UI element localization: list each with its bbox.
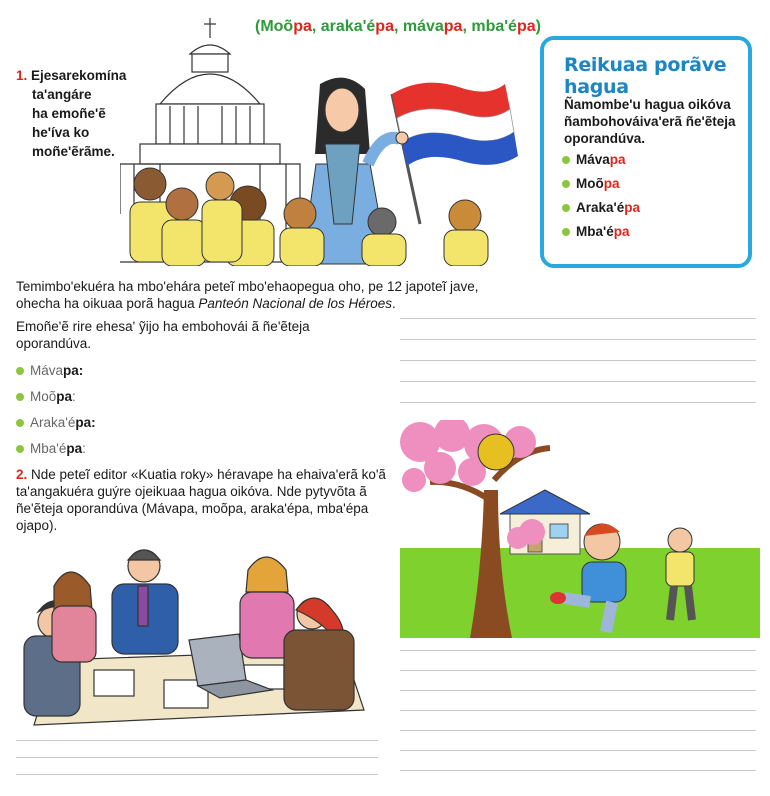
answer-line[interactable] [400, 360, 756, 361]
info-box [540, 36, 752, 268]
title-part: ) [535, 18, 541, 35]
item-base: Araka'é [576, 200, 625, 215]
answer-line[interactable] [400, 381, 756, 382]
answer-line[interactable] [400, 318, 756, 319]
item-suffix: pa [75, 415, 92, 430]
item-suffix: pa [613, 224, 630, 239]
paragraph-italic: Panteón Nacional de los Héroes [198, 296, 393, 311]
answer-line[interactable] [400, 670, 756, 671]
answer-list [16, 358, 96, 462]
bullet-icon [16, 445, 24, 453]
item-suffix: pa [624, 200, 641, 215]
question-1-line: moñe'ẽrãme. [32, 144, 115, 159]
bullet-icon [562, 228, 570, 236]
answer-line[interactable] [400, 402, 756, 403]
list-item [562, 220, 640, 244]
question-1-line: he'íva ko [32, 125, 90, 140]
list-item [16, 358, 96, 384]
answer-line[interactable] [400, 650, 756, 651]
title-part: pa [516, 18, 536, 35]
item-base: Moõ [30, 389, 57, 404]
item-base: Máva [576, 152, 610, 167]
answer-line[interactable] [16, 757, 378, 758]
title-part: pa [443, 18, 463, 35]
title-part: (Moõ [255, 18, 294, 35]
info-box-text: Ñamombe'u hagua oikóva ñambohováiva'erã ñe'ẽteja oporandúva. [564, 97, 736, 146]
title-part: , máva [393, 18, 444, 35]
park-illustration [400, 420, 760, 638]
item-suffix: pa [603, 176, 620, 191]
question-1-number: 1. [16, 68, 28, 83]
paragraph-end: . [392, 296, 396, 311]
bullet-icon [16, 367, 24, 375]
answer-line[interactable] [400, 750, 756, 751]
list-item [16, 384, 96, 410]
question-2 [16, 466, 396, 534]
question-2-number: 2. [16, 467, 28, 482]
item-colon: : [72, 389, 76, 404]
item-suffix: pa [56, 389, 73, 404]
question-1-line: ha emoñe'ẽ [32, 106, 106, 121]
answer-line[interactable] [400, 730, 756, 731]
item-base: Mba'é [576, 224, 614, 239]
item-suffix: pa [609, 152, 626, 167]
info-box-title: Reikuaa porãve hagua [564, 54, 727, 98]
question-1 [16, 66, 136, 161]
intro-paragraph [16, 278, 516, 312]
list-item [562, 172, 640, 196]
answer-line[interactable] [400, 690, 756, 691]
item-base: Mba'é [30, 441, 67, 456]
title-part: , araka'é [311, 18, 376, 35]
title-part: pa [375, 18, 394, 35]
question-1-line: ta'angáre [32, 87, 92, 102]
item-suffix: pa [66, 441, 83, 456]
paragraph-text: Temimbo'ekuéra ha mbo'ehára peteĩ mbo'ehaopegua oho, pe 12 japoteĩ jave, ohecha ha oikuaa porã hagua [16, 279, 479, 311]
answer-line[interactable] [16, 774, 378, 775]
answer-line[interactable] [400, 710, 756, 711]
list-item [562, 196, 640, 220]
answer-line[interactable] [400, 339, 756, 340]
list-item [562, 148, 640, 172]
question-2-text: Nde peteĩ editor «Kuatia roky» héravape ha ehaiva'erã ko'ã ta'angakuéra guýre ojeikuaa hagua oikóva. Nde pytyvõta ã ñe'ẽteja oporandúva (Mávapa, moõpa, araka'épa, mba'épa ojapo). [16, 467, 386, 533]
item-colon: : [91, 415, 96, 430]
bullet-icon [562, 180, 570, 188]
answer-line[interactable] [400, 770, 756, 771]
pantheon-illustration [120, 14, 520, 266]
item-base: Moõ [576, 176, 604, 191]
list-item [16, 410, 96, 436]
list-item [16, 436, 96, 462]
title-part: pa [293, 18, 312, 35]
question-1-line: Ejesarekomína [31, 68, 127, 83]
answer-line[interactable] [16, 740, 378, 741]
item-colon: : [82, 441, 86, 456]
info-box-list [562, 148, 640, 244]
item-base: Máva [30, 363, 64, 378]
instructions: Emoñe'ẽ rire ehesa' ỹijo ha embohovái ã ñe'ẽteja oporandúva. [16, 319, 310, 351]
bullet-icon [562, 156, 570, 164]
item-suffix: pa [63, 363, 79, 378]
bullet-icon [16, 419, 24, 427]
bullet-icon [16, 393, 24, 401]
item-colon: : [78, 363, 84, 378]
bullet-icon [562, 204, 570, 212]
item-base: Araka'é [30, 415, 76, 430]
meeting-illustration [14, 530, 380, 730]
title-part: , mba'é [462, 18, 517, 35]
